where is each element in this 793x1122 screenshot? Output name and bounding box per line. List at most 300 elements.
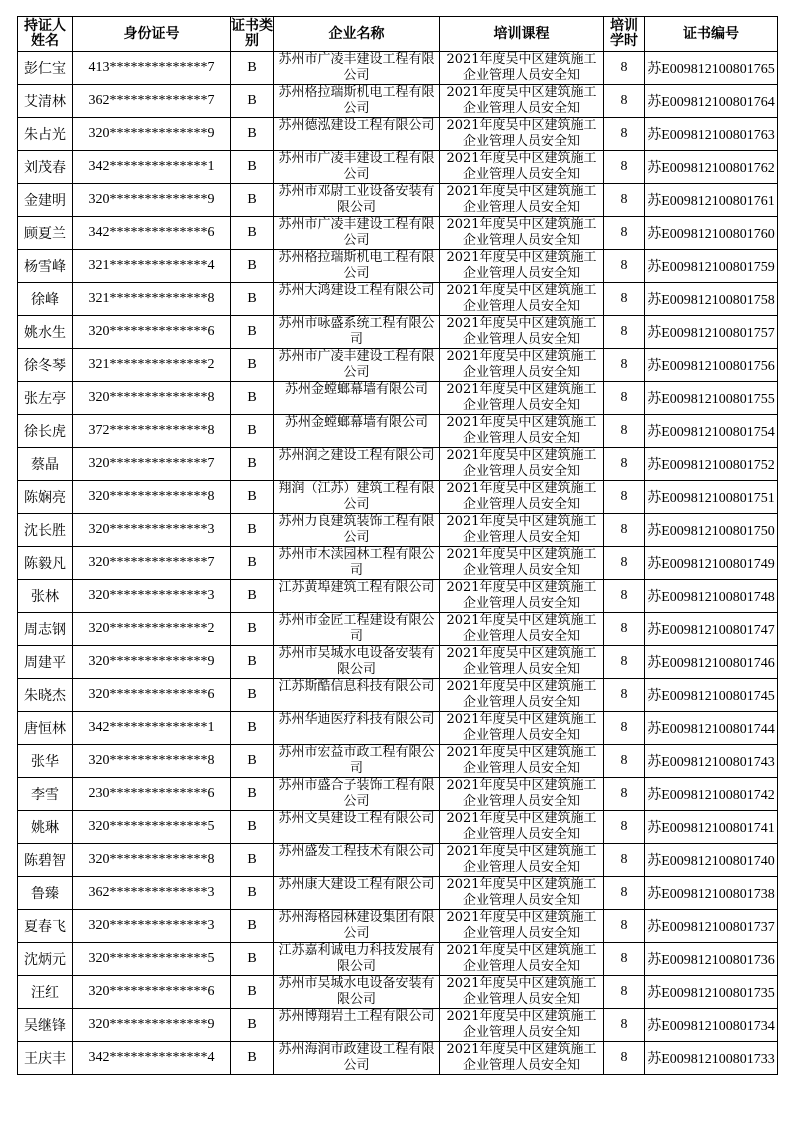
cert-number-cell: 苏E009812100801763 — [645, 118, 778, 151]
id-number-cell: 320**************9 — [73, 646, 231, 679]
course-cell-text: 2021年度吴中区建筑施工企业管理人员安全知 — [446, 415, 597, 446]
table-row — [18, 646, 778, 679]
company-cell-text: 苏州金螳螂幕墙有限公司 — [284, 382, 428, 397]
company-cell — [274, 877, 440, 910]
course-cell — [440, 778, 604, 811]
company-cell-text: 苏州市吴城水电设备安装有限公司 — [278, 976, 435, 1007]
course-cell — [440, 712, 604, 745]
company-cell-text: 苏州盛发工程技术有限公司 — [278, 844, 435, 859]
certificate-table — [17, 16, 778, 1075]
cert-number-cell: 苏E009812100801761 — [645, 184, 778, 217]
course-cell-text: 2021年度吴中区建筑施工企业管理人员安全知 — [446, 745, 597, 776]
category-cell: B — [231, 481, 274, 514]
cert-number-cell: 苏E009812100801758 — [645, 283, 778, 316]
company-cell — [274, 679, 440, 712]
company-cell-text: 苏州力良建筑装饰工程有限公司 — [278, 514, 435, 545]
holder-name-cell: 蔡晶 — [18, 448, 73, 481]
hours-cell: 8 — [604, 778, 645, 811]
category-cell: B — [231, 712, 274, 745]
company-cell-text: 苏州市宏益市政工程有限公司 — [278, 745, 435, 776]
course-cell — [440, 943, 604, 976]
company-cell — [274, 646, 440, 679]
course-cell — [440, 316, 604, 349]
course-cell — [440, 217, 604, 250]
course-cell-text: 2021年度吴中区建筑施工企业管理人员安全知 — [446, 448, 597, 479]
cert-number-cell: 苏E009812100801752 — [645, 448, 778, 481]
company-cell-text: 苏州文昊建设工程有限公司 — [278, 811, 435, 826]
category-cell: B — [231, 976, 274, 1009]
company-cell — [274, 52, 440, 85]
cert-number-cell: 苏E009812100801736 — [645, 943, 778, 976]
company-cell-text: 苏州市吴城水电设备安装有限公司 — [278, 646, 435, 677]
id-number-cell: 342**************1 — [73, 712, 231, 745]
category-cell: B — [231, 580, 274, 613]
hours-cell: 8 — [604, 1042, 645, 1075]
category-cell: B — [231, 52, 274, 85]
company-cell — [274, 580, 440, 613]
category-cell: B — [231, 184, 274, 217]
cert-number-cell: 苏E009812100801734 — [645, 1009, 778, 1042]
category-cell: B — [231, 811, 274, 844]
company-cell — [274, 283, 440, 316]
course-cell-text: 2021年度吴中区建筑施工企业管理人员安全知 — [446, 349, 597, 380]
table-row — [18, 547, 778, 580]
course-cell-text: 2021年度吴中区建筑施工企业管理人员安全知 — [446, 580, 597, 611]
company-cell-text: 苏州市木渎园林工程有限公司 — [278, 547, 435, 578]
course-cell-text: 2021年度吴中区建筑施工企业管理人员安全知 — [446, 943, 597, 974]
cert-number-cell: 苏E009812100801762 — [645, 151, 778, 184]
cert-number-cell: 苏E009812100801748 — [645, 580, 778, 613]
company-cell-text: 苏州市广凌丰建设工程有限公司 — [278, 349, 435, 380]
cert-number-cell: 苏E009812100801765 — [645, 52, 778, 85]
id-number-cell: 320**************9 — [73, 1009, 231, 1042]
cert-number-cell: 苏E009812100801749 — [645, 547, 778, 580]
table-row — [18, 580, 778, 613]
id-number-cell: 320**************8 — [73, 481, 231, 514]
course-cell — [440, 745, 604, 778]
cert-number-cell: 苏E009812100801760 — [645, 217, 778, 250]
course-cell-text: 2021年度吴中区建筑施工企业管理人员安全知 — [446, 52, 597, 83]
category-cell: B — [231, 118, 274, 151]
company-cell — [274, 547, 440, 580]
company-cell-text: 苏州格拉瑞斯机电工程有限公司 — [278, 250, 435, 281]
cert-number-cell: 苏E009812100801741 — [645, 811, 778, 844]
course-cell — [440, 976, 604, 1009]
holder-name-cell: 张林 — [18, 580, 73, 613]
hours-cell: 8 — [604, 217, 645, 250]
course-cell-text: 2021年度吴中区建筑施工企业管理人员安全知 — [446, 118, 597, 149]
id-number-cell: 320**************8 — [73, 745, 231, 778]
company-cell — [274, 217, 440, 250]
company-cell — [274, 184, 440, 217]
cert-number-cell: 苏E009812100801745 — [645, 679, 778, 712]
holder-name-cell: 朱占光 — [18, 118, 73, 151]
holder-name-cell: 徐长虎 — [18, 415, 73, 448]
course-cell — [440, 52, 604, 85]
hours-cell: 8 — [604, 184, 645, 217]
holder-name-cell: 李雪 — [18, 778, 73, 811]
hours-cell: 8 — [604, 118, 645, 151]
category-cell: B — [231, 151, 274, 184]
company-cell-text: 苏州博翔岩土工程有限公司 — [278, 1009, 435, 1024]
holder-name-cell: 陈娴亮 — [18, 481, 73, 514]
company-cell-text: 苏州金螳螂幕墙有限公司 — [284, 415, 428, 430]
company-cell — [274, 85, 440, 118]
course-cell-text: 2021年度吴中区建筑施工企业管理人员安全知 — [446, 877, 597, 908]
table-row — [18, 943, 778, 976]
cert-number-cell: 苏E009812100801747 — [645, 613, 778, 646]
course-cell — [440, 613, 604, 646]
table-row — [18, 481, 778, 514]
table-row — [18, 679, 778, 712]
cert-number-cell: 苏E009812100801743 — [645, 745, 778, 778]
holder-name-cell: 沈长胜 — [18, 514, 73, 547]
category-cell: B — [231, 1009, 274, 1042]
holder-name-cell: 彭仁宝 — [18, 52, 73, 85]
holder-name-cell: 朱晓杰 — [18, 679, 73, 712]
id-number-cell: 372**************8 — [73, 415, 231, 448]
holder-name-cell: 陈碧智 — [18, 844, 73, 877]
company-cell — [274, 118, 440, 151]
table-row — [18, 382, 778, 415]
holder-name-cell: 唐恒林 — [18, 712, 73, 745]
course-cell — [440, 547, 604, 580]
category-cell: B — [231, 877, 274, 910]
table-row — [18, 844, 778, 877]
course-cell — [440, 844, 604, 877]
course-cell — [440, 1009, 604, 1042]
cert-number-cell: 苏E009812100801750 — [645, 514, 778, 547]
hours-cell: 8 — [604, 85, 645, 118]
id-number-cell: 321**************4 — [73, 250, 231, 283]
id-number-cell: 320**************3 — [73, 514, 231, 547]
id-number-cell: 320**************8 — [73, 844, 231, 877]
company-cell — [274, 778, 440, 811]
company-cell — [274, 811, 440, 844]
table-row — [18, 217, 778, 250]
hours-cell: 8 — [604, 349, 645, 382]
holder-name-cell: 艾清林 — [18, 85, 73, 118]
company-cell — [274, 910, 440, 943]
hours-cell: 8 — [604, 580, 645, 613]
course-cell — [440, 910, 604, 943]
company-cell-text: 苏州市金匠工程建设有限公司 — [278, 613, 435, 644]
course-cell-text: 2021年度吴中区建筑施工企业管理人员安全知 — [446, 316, 597, 347]
course-cell-text: 2021年度吴中区建筑施工企业管理人员安全知 — [446, 382, 597, 413]
company-cell-text: 苏州市咏盛系统工程有限公司 — [278, 316, 435, 347]
course-cell — [440, 877, 604, 910]
category-cell: B — [231, 382, 274, 415]
course-cell-text: 2021年度吴中区建筑施工企业管理人员安全知 — [446, 1009, 597, 1040]
category-cell: B — [231, 448, 274, 481]
course-cell-text: 2021年度吴中区建筑施工企业管理人员安全知 — [446, 1042, 597, 1073]
course-cell-text: 2021年度吴中区建筑施工企业管理人员安全知 — [446, 283, 597, 314]
hours-cell: 8 — [604, 547, 645, 580]
company-cell-text: 苏州市广凌丰建设工程有限公司 — [278, 151, 435, 182]
hours-cell: 8 — [604, 679, 645, 712]
id-number-cell: 320**************6 — [73, 679, 231, 712]
header-name: 持证人姓名 — [18, 17, 73, 52]
holder-name-cell: 张华 — [18, 745, 73, 778]
course-cell-text: 2021年度吴中区建筑施工企业管理人员安全知 — [446, 217, 597, 248]
holder-name-cell: 金建明 — [18, 184, 73, 217]
course-cell-text: 2021年度吴中区建筑施工企业管理人员安全知 — [446, 778, 597, 809]
id-number-cell: 320**************3 — [73, 580, 231, 613]
company-cell — [274, 613, 440, 646]
cert-number-cell: 苏E009812100801754 — [645, 415, 778, 448]
cert-number-cell: 苏E009812100801746 — [645, 646, 778, 679]
course-cell — [440, 514, 604, 547]
header-cert-no: 证书编号 — [645, 17, 778, 52]
holder-name-cell: 沈炳元 — [18, 943, 73, 976]
category-cell: B — [231, 778, 274, 811]
company-cell — [274, 415, 440, 448]
company-cell-text: 苏州格拉瑞斯机电工程有限公司 — [278, 85, 435, 116]
company-cell-text: 翔润（江苏）建筑工程有限公司 — [278, 481, 435, 512]
cert-number-cell: 苏E009812100801740 — [645, 844, 778, 877]
company-cell-text: 苏州市广凌丰建设工程有限公司 — [278, 217, 435, 248]
course-cell-text: 2021年度吴中区建筑施工企业管理人员安全知 — [446, 85, 597, 116]
course-cell-text: 2021年度吴中区建筑施工企业管理人员安全知 — [446, 976, 597, 1007]
table-row — [18, 1042, 778, 1075]
table-row — [18, 613, 778, 646]
holder-name-cell: 汪红 — [18, 976, 73, 1009]
hours-cell: 8 — [604, 514, 645, 547]
category-cell: B — [231, 943, 274, 976]
company-cell — [274, 745, 440, 778]
category-cell: B — [231, 646, 274, 679]
company-cell-text: 苏州润之建设工程有限公司 — [278, 448, 435, 463]
company-cell — [274, 448, 440, 481]
company-cell-text: 苏州市邓尉工业设备安装有限公司 — [278, 184, 435, 215]
course-cell — [440, 382, 604, 415]
table-row — [18, 1009, 778, 1042]
header-hours: 培训学时 — [604, 17, 645, 52]
id-number-cell: 320**************3 — [73, 910, 231, 943]
course-cell-text: 2021年度吴中区建筑施工企业管理人员安全知 — [446, 481, 597, 512]
id-number-cell: 320**************8 — [73, 382, 231, 415]
category-cell: B — [231, 217, 274, 250]
table-header — [18, 17, 778, 52]
hours-cell: 8 — [604, 316, 645, 349]
table-row — [18, 250, 778, 283]
holder-name-cell: 吴继锋 — [18, 1009, 73, 1042]
holder-name-cell: 王庆丰 — [18, 1042, 73, 1075]
table-row — [18, 811, 778, 844]
holder-name-cell: 周志钢 — [18, 613, 73, 646]
cert-number-cell: 苏E009812100801764 — [645, 85, 778, 118]
course-cell — [440, 646, 604, 679]
holder-name-cell: 徐冬琴 — [18, 349, 73, 382]
company-cell-text: 苏州康大建设工程有限公司 — [278, 877, 435, 892]
table-row — [18, 52, 778, 85]
id-number-cell: 362**************7 — [73, 85, 231, 118]
header-id: 身份证号 — [73, 17, 231, 52]
company-cell — [274, 514, 440, 547]
course-cell — [440, 1042, 604, 1075]
holder-name-cell: 鲁臻 — [18, 877, 73, 910]
course-cell — [440, 448, 604, 481]
table-row — [18, 976, 778, 1009]
holder-name-cell: 周建平 — [18, 646, 73, 679]
course-cell — [440, 415, 604, 448]
holder-name-cell: 夏春飞 — [18, 910, 73, 943]
course-cell-text: 2021年度吴中区建筑施工企业管理人员安全知 — [446, 844, 597, 875]
course-cell — [440, 349, 604, 382]
cert-number-cell: 苏E009812100801742 — [645, 778, 778, 811]
category-cell: B — [231, 283, 274, 316]
holder-name-cell: 姚水生 — [18, 316, 73, 349]
hours-cell: 8 — [604, 448, 645, 481]
company-cell — [274, 1009, 440, 1042]
category-cell: B — [231, 316, 274, 349]
course-cell-text: 2021年度吴中区建筑施工企业管理人员安全知 — [446, 910, 597, 941]
company-cell-text: 苏州华迪医疗科技有限公司 — [278, 712, 435, 727]
company-cell — [274, 712, 440, 745]
category-cell: B — [231, 910, 274, 943]
hours-cell: 8 — [604, 910, 645, 943]
company-cell — [274, 844, 440, 877]
hours-cell: 8 — [604, 283, 645, 316]
company-cell-text: 苏州市广凌丰建设工程有限公司 — [278, 52, 435, 83]
cert-number-cell: 苏E009812100801735 — [645, 976, 778, 1009]
table-row — [18, 514, 778, 547]
company-cell — [274, 943, 440, 976]
table-row — [18, 712, 778, 745]
course-cell — [440, 580, 604, 613]
company-cell-text: 江苏黄埠建筑工程有限公司 — [278, 580, 435, 595]
id-number-cell: 320**************5 — [73, 811, 231, 844]
category-cell: B — [231, 547, 274, 580]
company-cell-text: 苏州大鸿建设工程有限公司 — [278, 283, 435, 298]
category-cell: B — [231, 679, 274, 712]
id-number-cell: 320**************6 — [73, 316, 231, 349]
holder-name-cell: 顾夏兰 — [18, 217, 73, 250]
id-number-cell: 362**************3 — [73, 877, 231, 910]
hours-cell: 8 — [604, 250, 645, 283]
cert-number-cell: 苏E009812100801744 — [645, 712, 778, 745]
category-cell: B — [231, 1042, 274, 1075]
course-cell-text: 2021年度吴中区建筑施工企业管理人员安全知 — [446, 613, 597, 644]
hours-cell: 8 — [604, 646, 645, 679]
table-row — [18, 448, 778, 481]
id-number-cell: 342**************6 — [73, 217, 231, 250]
cert-number-cell: 苏E009812100801755 — [645, 382, 778, 415]
company-cell-text: 苏州海格园林建设集团有限公司 — [278, 910, 435, 941]
hours-cell: 8 — [604, 811, 645, 844]
cert-number-cell: 苏E009812100801737 — [645, 910, 778, 943]
table-row — [18, 118, 778, 151]
hours-cell: 8 — [604, 481, 645, 514]
hours-cell: 8 — [604, 613, 645, 646]
id-number-cell: 320**************2 — [73, 613, 231, 646]
id-number-cell: 342**************1 — [73, 151, 231, 184]
course-cell — [440, 118, 604, 151]
company-cell-text: 苏州市盛合子装饰工程有限公司 — [278, 778, 435, 809]
course-cell-text: 2021年度吴中区建筑施工企业管理人员安全知 — [446, 712, 597, 743]
hours-cell: 8 — [604, 976, 645, 1009]
course-cell-text: 2021年度吴中区建筑施工企业管理人员安全知 — [446, 547, 597, 578]
id-number-cell: 320**************5 — [73, 943, 231, 976]
table-row — [18, 745, 778, 778]
company-cell — [274, 1042, 440, 1075]
holder-name-cell: 陈毅凡 — [18, 547, 73, 580]
table-row — [18, 85, 778, 118]
hours-cell: 8 — [604, 745, 645, 778]
company-cell — [274, 250, 440, 283]
id-number-cell: 230**************6 — [73, 778, 231, 811]
hours-cell: 8 — [604, 415, 645, 448]
id-number-cell: 413**************7 — [73, 52, 231, 85]
hours-cell: 8 — [604, 943, 645, 976]
holder-name-cell: 杨雪峰 — [18, 250, 73, 283]
table-row — [18, 283, 778, 316]
header-course: 培训课程 — [440, 17, 604, 52]
cert-number-cell: 苏E009812100801738 — [645, 877, 778, 910]
holder-name-cell: 徐峰 — [18, 283, 73, 316]
course-cell-text: 2021年度吴中区建筑施工企业管理人员安全知 — [446, 250, 597, 281]
header-company: 企业名称 — [274, 17, 440, 52]
header-category: 证书类别 — [231, 17, 274, 52]
category-cell: B — [231, 250, 274, 283]
table-row — [18, 415, 778, 448]
id-number-cell: 320**************7 — [73, 448, 231, 481]
company-cell — [274, 349, 440, 382]
course-cell — [440, 250, 604, 283]
category-cell: B — [231, 844, 274, 877]
id-number-cell: 342**************4 — [73, 1042, 231, 1075]
company-cell — [274, 481, 440, 514]
category-cell: B — [231, 415, 274, 448]
course-cell — [440, 679, 604, 712]
hours-cell: 8 — [604, 52, 645, 85]
category-cell: B — [231, 349, 274, 382]
hours-cell: 8 — [604, 844, 645, 877]
cert-number-cell: 苏E009812100801751 — [645, 481, 778, 514]
course-cell-text: 2021年度吴中区建筑施工企业管理人员安全知 — [446, 151, 597, 182]
hours-cell: 8 — [604, 151, 645, 184]
table-row — [18, 910, 778, 943]
course-cell-text: 2021年度吴中区建筑施工企业管理人员安全知 — [446, 184, 597, 215]
table-row — [18, 778, 778, 811]
course-cell-text: 2021年度吴中区建筑施工企业管理人员安全知 — [446, 811, 597, 842]
table-row — [18, 349, 778, 382]
hours-cell: 8 — [604, 712, 645, 745]
category-cell: B — [231, 745, 274, 778]
course-cell — [440, 811, 604, 844]
company-cell-text: 苏州海润市政建设工程有限公司 — [278, 1042, 435, 1073]
id-number-cell: 321**************2 — [73, 349, 231, 382]
id-number-cell: 320**************7 — [73, 547, 231, 580]
category-cell: B — [231, 514, 274, 547]
id-number-cell: 320**************9 — [73, 184, 231, 217]
hours-cell: 8 — [604, 1009, 645, 1042]
course-cell-text: 2021年度吴中区建筑施工企业管理人员安全知 — [446, 679, 597, 710]
company-cell — [274, 151, 440, 184]
cert-number-cell: 苏E009812100801733 — [645, 1042, 778, 1075]
holder-name-cell: 刘茂春 — [18, 151, 73, 184]
course-cell — [440, 85, 604, 118]
category-cell: B — [231, 85, 274, 118]
company-cell-text: 苏州德泓建设工程有限公司 — [278, 118, 435, 133]
cert-number-cell: 苏E009812100801759 — [645, 250, 778, 283]
table-row — [18, 184, 778, 217]
header-row — [18, 17, 778, 52]
table-body — [18, 52, 778, 1075]
company-cell — [274, 316, 440, 349]
table-row — [18, 877, 778, 910]
course-cell — [440, 283, 604, 316]
